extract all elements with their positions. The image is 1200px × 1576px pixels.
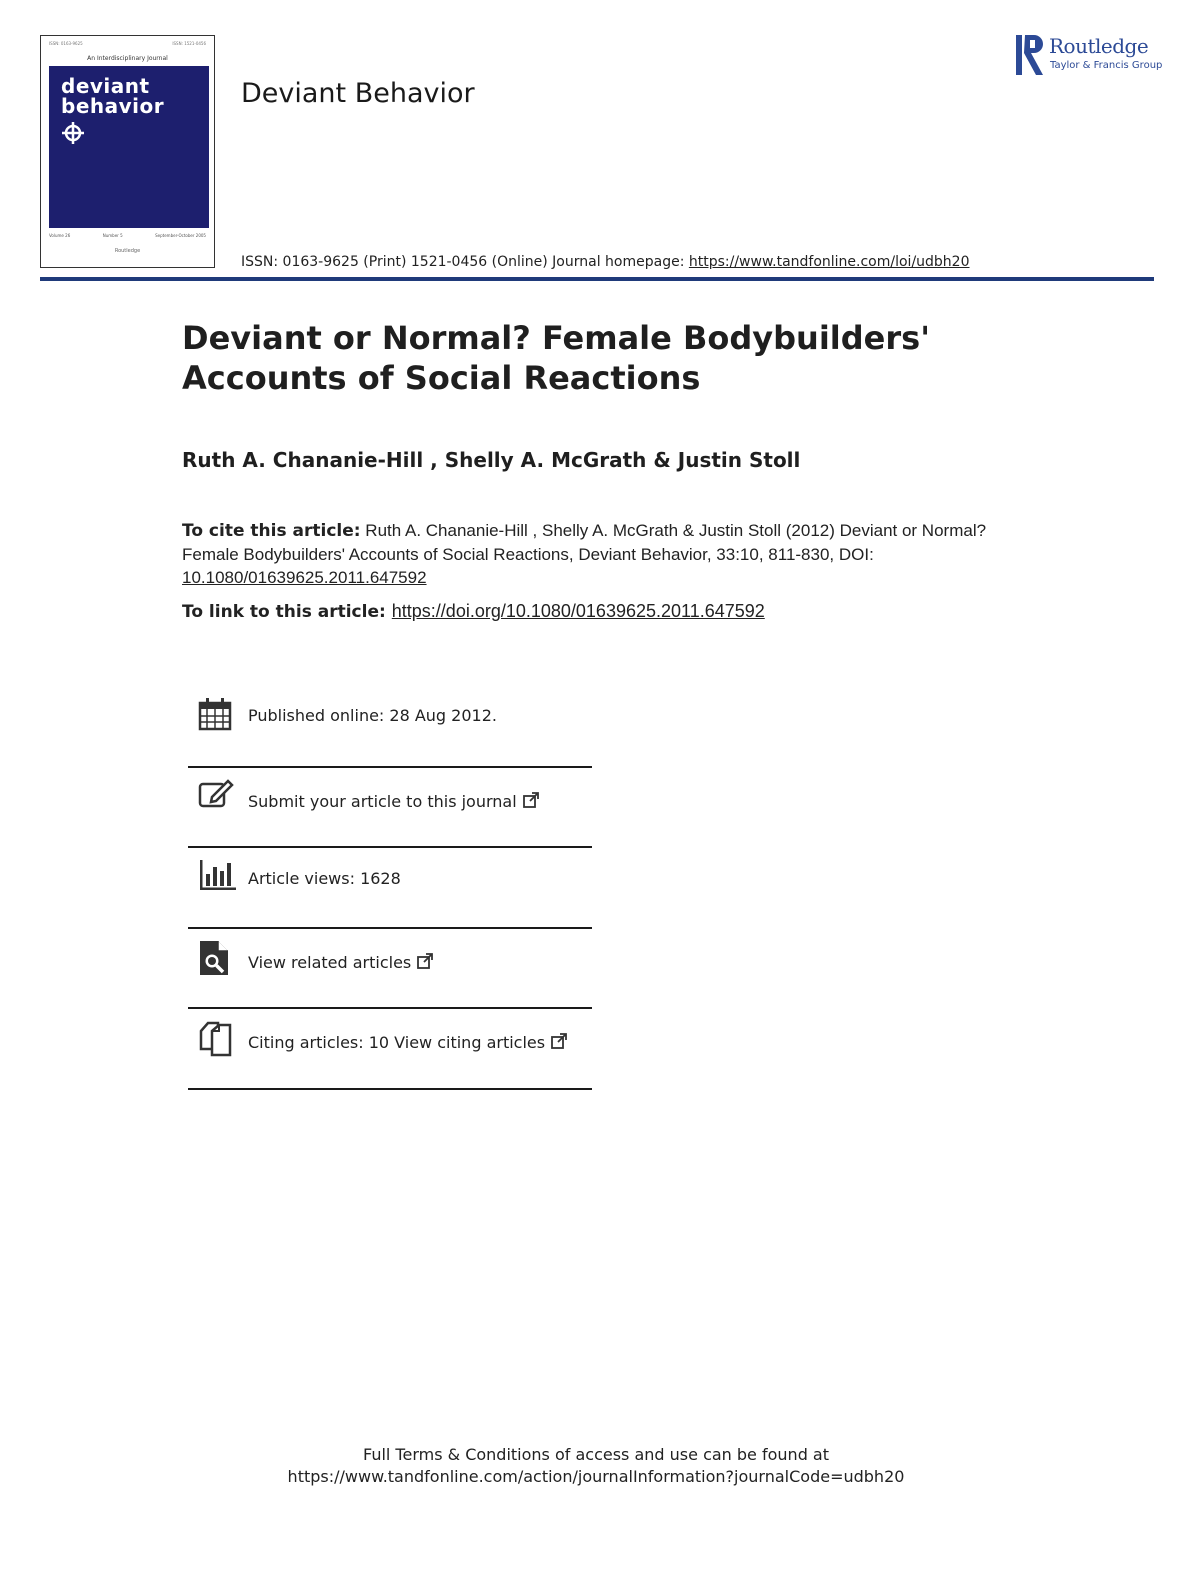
- citing-articles-row[interactable]: [188, 1019, 592, 1063]
- article-doi-url[interactable]: https://doi.org/10.1080/01639625.2011.647592: [391, 601, 765, 621]
- cover-number: Number 5: [102, 233, 123, 238]
- cover-panel: [49, 66, 209, 228]
- issn-line: [241, 254, 970, 270]
- cover-issn-right: ISSN: 1521-0456: [172, 41, 206, 46]
- edit-icon: [198, 777, 234, 811]
- info-divider: [188, 766, 592, 768]
- search-document-icon: [198, 939, 232, 977]
- article-authors: Ruth A. Chananie-Hill , Shelly A. McGrath & Justin Stoll: [182, 448, 801, 472]
- cover-volume: Volume 26: [49, 233, 71, 238]
- cover-tagline: An Interdisciplinary Journal: [87, 55, 168, 62]
- article-views-row: [188, 858, 592, 898]
- article-link-line: [182, 601, 765, 622]
- cover-issn-row: [49, 41, 206, 46]
- footer-terms: [0, 1444, 1192, 1488]
- external-link-icon: [523, 792, 539, 808]
- info-divider: [188, 1088, 592, 1090]
- journal-name: Deviant Behavior: [241, 78, 475, 109]
- related-articles-row[interactable]: [188, 939, 592, 981]
- submit-article-text: Submit your article to this journal: [248, 792, 517, 811]
- cover-volume-row: [49, 233, 206, 238]
- routledge-logo: [1016, 33, 1161, 77]
- article-title-line1: Deviant or Normal? Female Bodybuilders': [182, 319, 930, 357]
- published-online-row: [188, 697, 592, 737]
- journal-homepage-link[interactable]: https://www.tandfonline.com/loi/udbh20: [688, 254, 970, 270]
- cover-title-line1: deviant: [61, 74, 150, 98]
- crosshair-icon: [61, 121, 85, 145]
- issn-text: ISSN: 0163-9625 (Print) 1521-0456 (Online) Journal homepage:: [241, 254, 689, 270]
- article-title-line2: Accounts of Social Reactions: [182, 359, 701, 397]
- citing-articles-icon: [198, 1019, 234, 1057]
- cover-publisher: Routledge: [114, 248, 141, 254]
- related-articles-text: View related articles: [248, 953, 412, 972]
- bar-chart-icon: [198, 858, 238, 892]
- link-label: To link to this article:: [182, 602, 386, 622]
- header-divider: [40, 277, 1154, 281]
- related-articles-link[interactable]: [248, 953, 433, 972]
- footer-url[interactable]: https://www.tandfonline.com/action/journalInformation?journalCode=udbh20: [287, 1467, 905, 1486]
- citing-articles-text: Citing articles: 10 View citing articles: [248, 1033, 546, 1052]
- info-divider: [188, 846, 592, 848]
- published-online-text: Published online: 28 Aug 2012.: [248, 706, 497, 725]
- info-divider: [188, 927, 592, 929]
- submit-article-row[interactable]: [188, 777, 592, 827]
- routledge-r-icon: [1016, 33, 1046, 77]
- citation-block: [182, 519, 1012, 589]
- article-views-text: Article views: 1628: [248, 869, 401, 888]
- cover-title-line2: behavior: [61, 94, 165, 118]
- cover-issn-left: ISSN: 0163-9625: [49, 41, 83, 46]
- info-divider: [188, 1007, 592, 1009]
- doi-link[interactable]: 10.1080/01639625.2011.647592: [182, 568, 427, 587]
- cite-label: To cite this article:: [182, 521, 361, 541]
- external-link-icon: [417, 953, 433, 969]
- article-title: [182, 318, 1002, 398]
- external-link-icon: [551, 1033, 567, 1049]
- routledge-group: Taylor & Francis Group: [1050, 60, 1163, 71]
- footer-line1: Full Terms & Conditions of access and use can be found at: [362, 1445, 830, 1464]
- routledge-name: Routledge: [1049, 34, 1149, 58]
- cite-text: Ruth A. Chananie-Hill , Shelly A. McGrath & Justin Stoll (2012) Deviant or Normal? Female Bodybuilders' Accounts of Social Reactions, Deviant Behavior, 33:10, 811-830, DOI:: [182, 521, 987, 564]
- submit-article-link[interactable]: [248, 792, 539, 811]
- journal-cover: [40, 35, 215, 268]
- citing-articles-link[interactable]: [248, 1033, 567, 1052]
- cover-date: September-October 2005: [155, 233, 206, 238]
- calendar-icon: [198, 697, 232, 731]
